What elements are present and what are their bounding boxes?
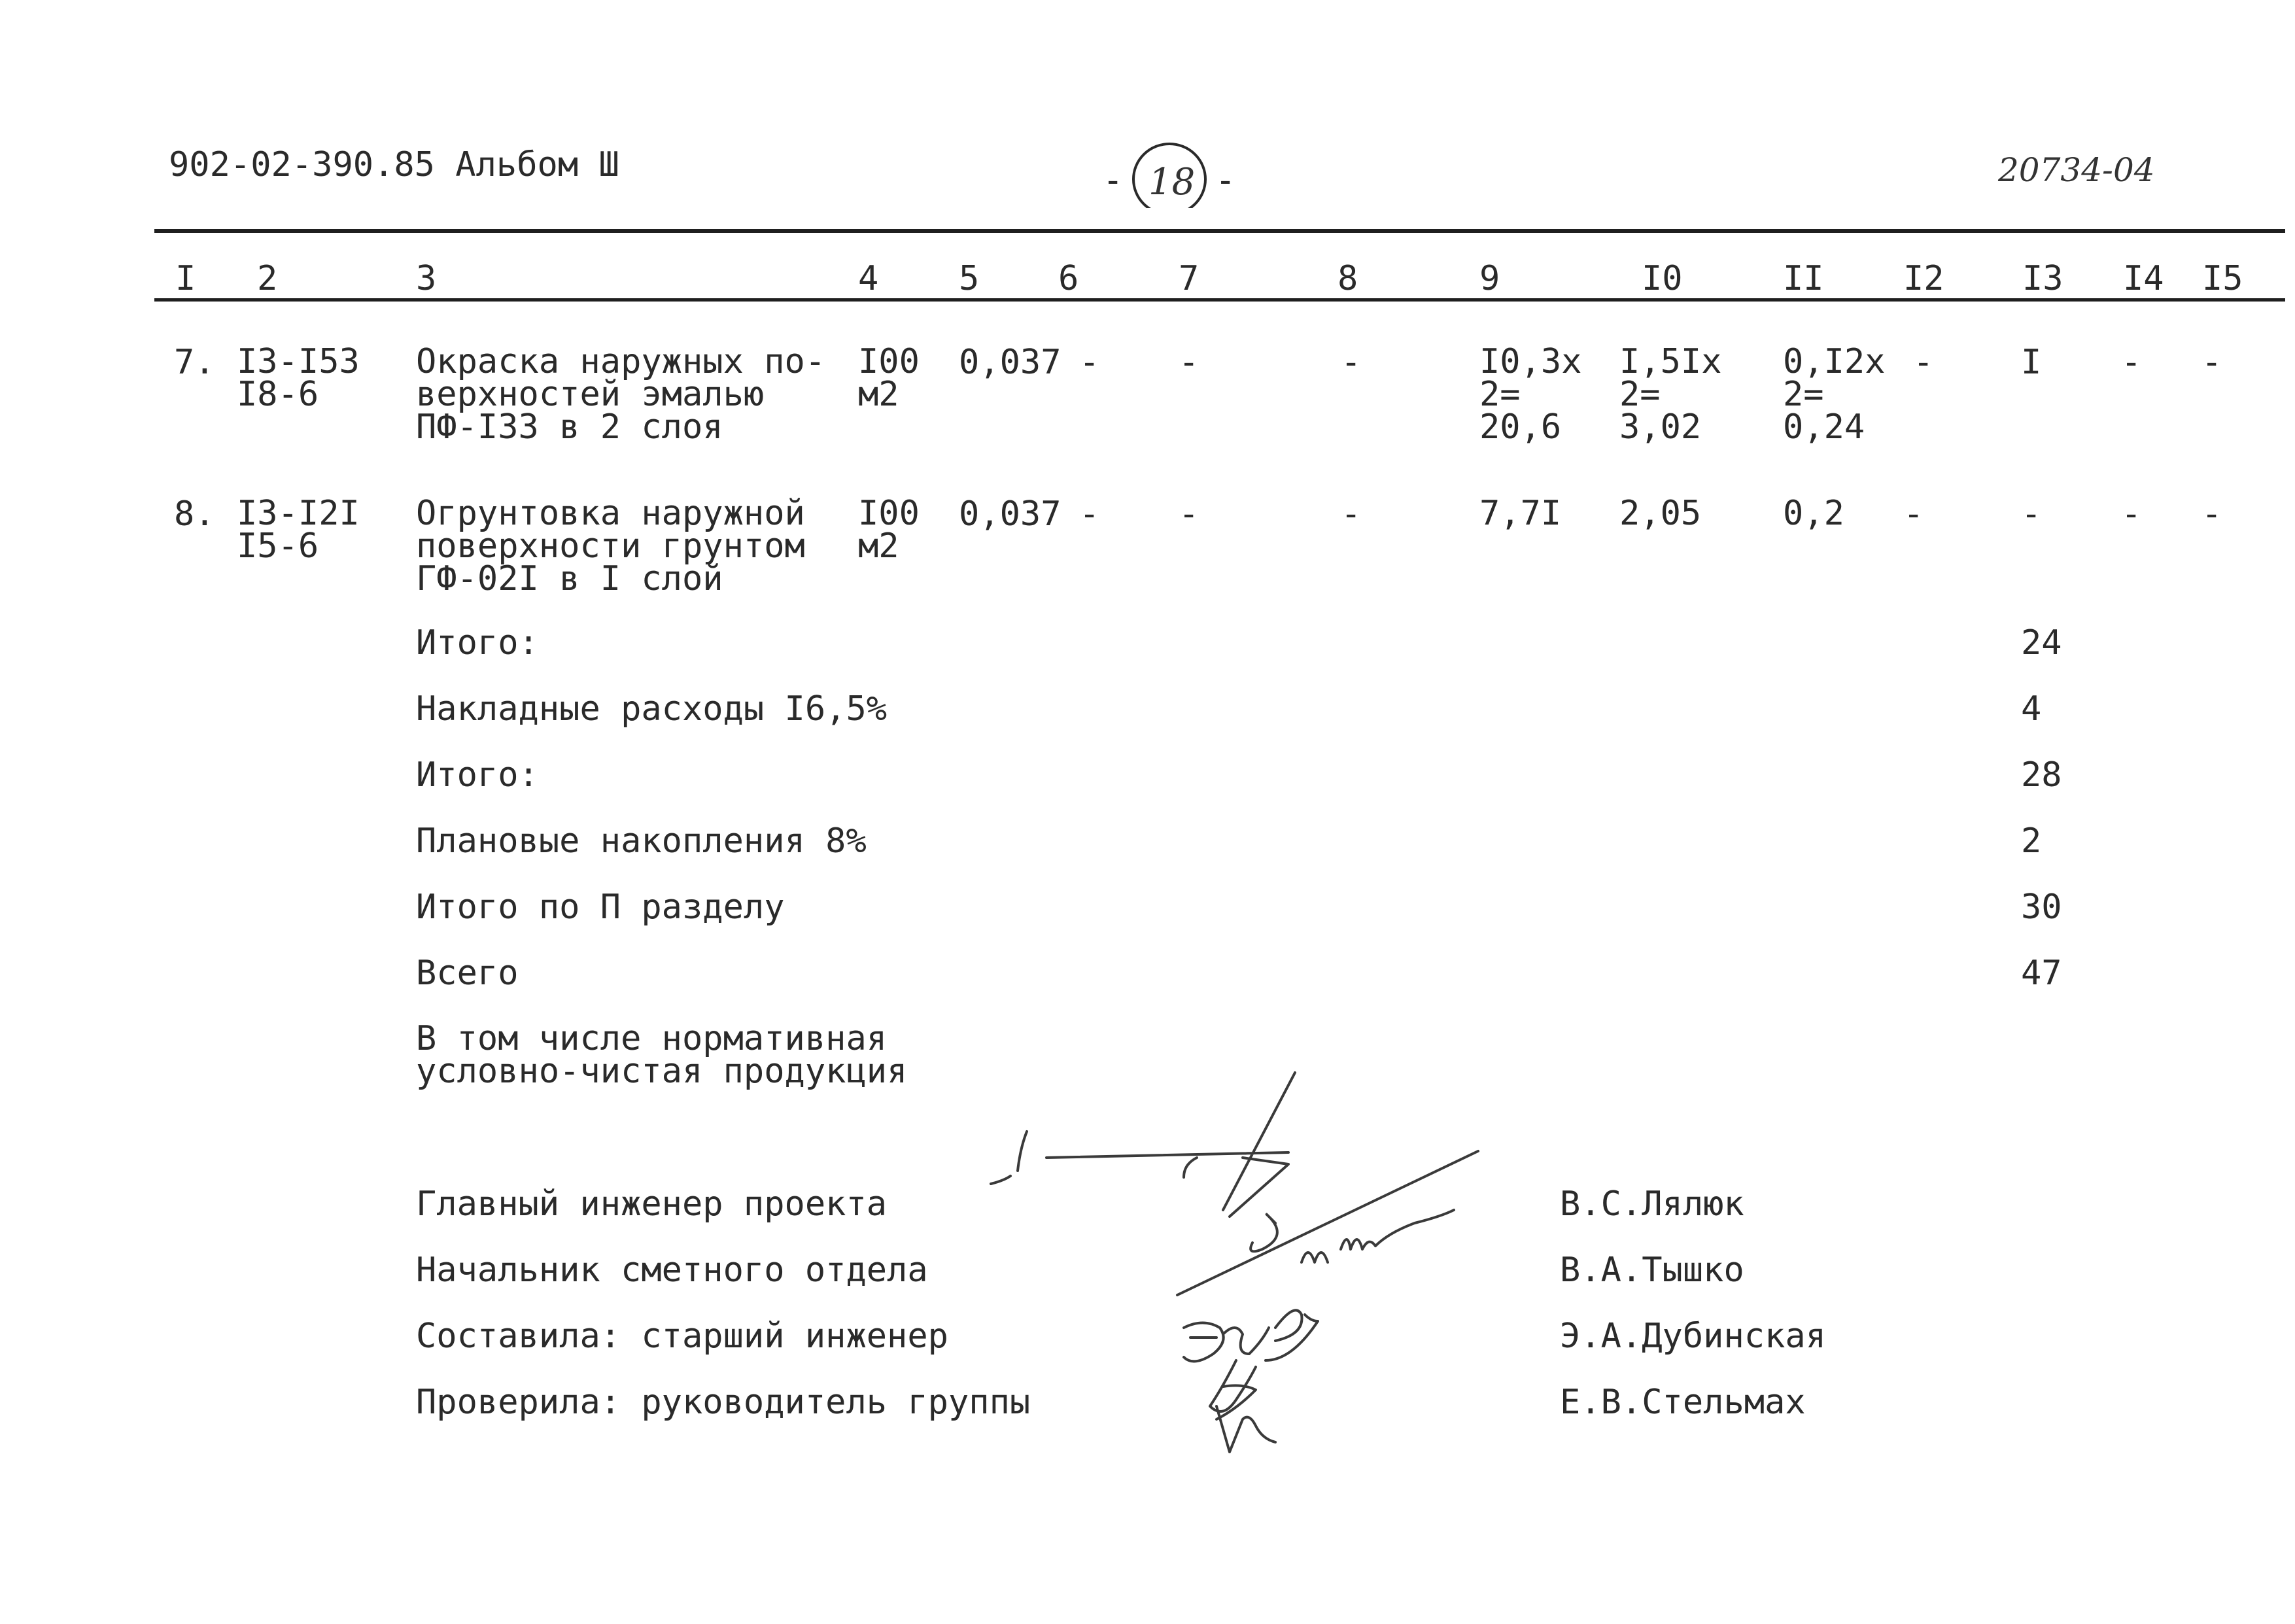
row-col-12: -: [1903, 494, 1924, 534]
signature-mark-4: [1210, 1360, 1275, 1452]
col-num-11: II: [1783, 259, 1824, 298]
signature-role-estimate-head: Начальник сметного отдела: [416, 1251, 928, 1290]
page-number: 18: [1148, 161, 1196, 203]
row-col-7: -: [1179, 494, 1199, 534]
row-col-13: -: [2021, 494, 2042, 534]
summary-label-planned-savings: Плановые накопления 8%: [416, 821, 867, 861]
summary-label-subtotal: Итого:: [416, 623, 539, 663]
signature-mark-2: [1177, 1151, 1478, 1295]
row-col-12: -: [1913, 343, 1934, 382]
row-col-15: -: [2201, 343, 2222, 382]
signature-mark-1: [991, 1073, 1295, 1217]
row-number: 8.: [174, 494, 215, 534]
signature-mark-3: [1184, 1310, 1318, 1361]
summary-label-subtotal-2: Итого:: [416, 755, 539, 795]
signature-role-compiler: Составила: старший инженер: [416, 1317, 948, 1356]
row-col-7: -: [1179, 343, 1199, 382]
row-quantity: 0,037: [959, 494, 1061, 534]
row-col-9: I0,3x 2= 20,6: [1479, 342, 1582, 447]
col-num-4: 4: [858, 259, 879, 298]
row-col-10: 2,05: [1619, 494, 1702, 533]
row-number: 7.: [174, 343, 215, 382]
row-col-14: -: [2121, 343, 2142, 382]
summary-label-grand-total: Всего: [416, 954, 519, 993]
summary-value-grand-total: 47: [2021, 954, 2062, 993]
row-code: I3-I53 I8-6: [237, 342, 360, 414]
row-col-9: 7,7I: [1479, 494, 1562, 533]
row-col-11: 0,I2x 2= 0,24: [1783, 342, 1886, 447]
row-col-8: -: [1341, 343, 1362, 382]
archive-number: 20734-04: [1998, 151, 2155, 189]
col-num-12: I2: [1903, 259, 1944, 298]
row-col-13: I: [2021, 343, 2042, 382]
signature-name-estimate-head: В.А.Тышко: [1560, 1251, 1744, 1290]
page-number-badge: - 18 -: [1103, 143, 1220, 208]
summary-value-planned-savings: 2: [2021, 821, 2042, 861]
col-num-2: 2: [257, 259, 278, 298]
row-col-6: -: [1079, 343, 1100, 382]
signature-role-checker: Проверила: руководитель группы: [416, 1383, 1031, 1422]
signature-name-checker: Е.В.Стельмах: [1560, 1383, 1806, 1422]
summary-label-overhead: Накладные расходы I6,5%: [416, 689, 888, 729]
row-unit: I00 м2: [858, 494, 920, 566]
row-col-10: I,5Ix 2= 3,02: [1619, 342, 1722, 447]
col-num-5: 5: [959, 259, 980, 298]
row-work-name: Окраска наружных по- верхностей эмалью ПФ-I33 в 2 слоя: [416, 342, 826, 447]
col-num-15: I5: [2202, 259, 2243, 298]
col-num-3: 3: [416, 259, 437, 298]
row-col-15: -: [2201, 494, 2222, 534]
signature-name-compiler: Э.А.Дубинская: [1560, 1317, 1826, 1356]
col-num-14: I4: [2123, 259, 2164, 298]
summary-value-subtotal-2: 28: [2021, 755, 2062, 795]
col-num-8: 8: [1337, 259, 1358, 298]
normative-note: В том числе нормативная условно-чистая продукция: [416, 1019, 908, 1091]
row-col-8: -: [1341, 494, 1362, 534]
col-num-6: 6: [1058, 259, 1079, 298]
col-num-13: I3: [2022, 259, 2063, 298]
col-num-9: 9: [1479, 259, 1500, 298]
signature-name-chief-engineer: В.С.Лялюк: [1560, 1184, 1744, 1224]
col-num-7: 7: [1179, 259, 1199, 298]
row-col-11: 0,2: [1783, 494, 1844, 533]
row-code: I3-I2I I5-6: [237, 494, 360, 566]
row-quantity: 0,037: [959, 343, 1061, 382]
row-col-14: -: [2121, 494, 2142, 534]
summary-value-overhead: 4: [2021, 689, 2042, 729]
signature-role-chief-engineer: Главный инженер проекта: [416, 1184, 888, 1224]
row-col-6: -: [1079, 494, 1100, 534]
document-code: 902-02-390.85 Альбом Ш: [169, 145, 619, 184]
row-work-name: Огрунтовка наружной поверхности грунтом ГФ-02I в I слой: [416, 494, 805, 598]
summary-value-section-total: 30: [2021, 888, 2062, 927]
summary-value-subtotal: 24: [2021, 623, 2062, 663]
row-unit: I00 м2: [858, 342, 920, 414]
col-num-10: I0: [1642, 259, 1683, 298]
col-num-1: I: [175, 259, 196, 298]
summary-label-section-total: Итого по П разделу: [416, 888, 785, 927]
